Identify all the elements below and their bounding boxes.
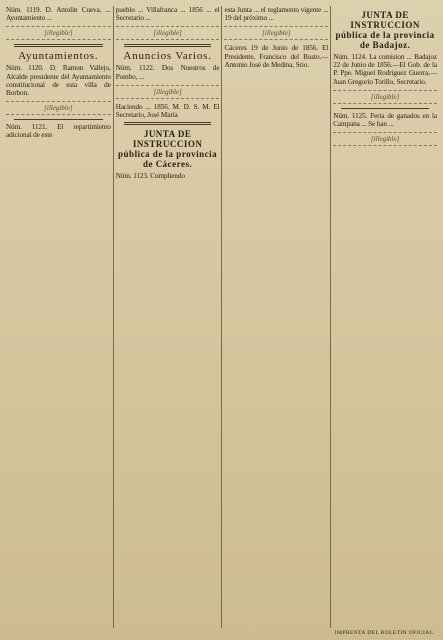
illegible-text: [illegible] [6, 101, 111, 115]
divider [341, 108, 429, 109]
notice-continuation: pueblo ... Villafranca ... 1856 ... el Secretario ... [115, 6, 220, 23]
notice-1122-closing: Haciendo ... 1856. M. D. S. M. El Secretario, José María [115, 102, 220, 120]
illegible-text: [illegible] [116, 26, 220, 40]
notice-continuation: esta Junta ... el reglamento vigente ... 19 del próximo ... [224, 6, 329, 23]
illegible-text: [illegible] [333, 90, 437, 104]
section-heading-anuncios: Anuncios Varios. [123, 50, 212, 63]
column-4 [330, 6, 439, 628]
section-rule [14, 44, 103, 47]
illegible-text: [illegible] [333, 132, 437, 146]
column-1 [4, 6, 113, 628]
divider [14, 119, 103, 120]
printer-imprint: IMPRENTA DEL BOLETIN OFICIAL. [334, 630, 436, 636]
section-heading-ayuntamientos: Ayuntamientos. [18, 50, 99, 63]
columns [4, 6, 439, 628]
notice-1124: Núm. 1124. La comision ... Badajoz 22 de Junio de 1856.—El Gob. de la P. Ppe. Miguel Rodriguez Guerra.—Juan Gregorio Torillo, Secretario. [333, 53, 437, 86]
section-rule [124, 122, 212, 125]
section-heading-junta-caceres: JUNTA DE INSTRUCCION pública de la provincia de Cáceres. [118, 129, 218, 170]
illegible-text: [illegible] [224, 26, 328, 40]
column-2 [113, 6, 222, 628]
notice-1119: Núm. 1119. D. Antolin Cueva, ... Ayuntamiento ... [6, 6, 111, 23]
section-heading-junta-badajoz: JUNTA DE INSTRUCCION pública de la provincia de Badajoz. [335, 10, 435, 50]
notice-1123: Núm. 1123. Cumpliendo [115, 172, 185, 181]
notice-1120: Núm. 1120. D. Ramon Vallejo, Alcalde presidente del Ayuntamiento constitucional de esta villa de Borbon. [6, 64, 111, 98]
notice-1125: Núm. 1125. Feria de ganados en la Campana ... Se han ... [333, 111, 437, 129]
illegible-text: [illegible] [6, 26, 111, 40]
column-3 [221, 6, 330, 628]
notice-signature: Cáceres 19 de Junio de 1856. El Presidente, Francisco del Busto.—Antonio José de Medina, Srio. [224, 44, 329, 69]
notice-1121: Núm. 1121. El repartimiento adicional de este [6, 123, 111, 140]
notice-1122: Núm. 1122. Dos Nuestros de Pombo, ... [115, 64, 220, 81]
illegible-text: [illegible] [116, 85, 220, 99]
section-rule [124, 44, 212, 47]
